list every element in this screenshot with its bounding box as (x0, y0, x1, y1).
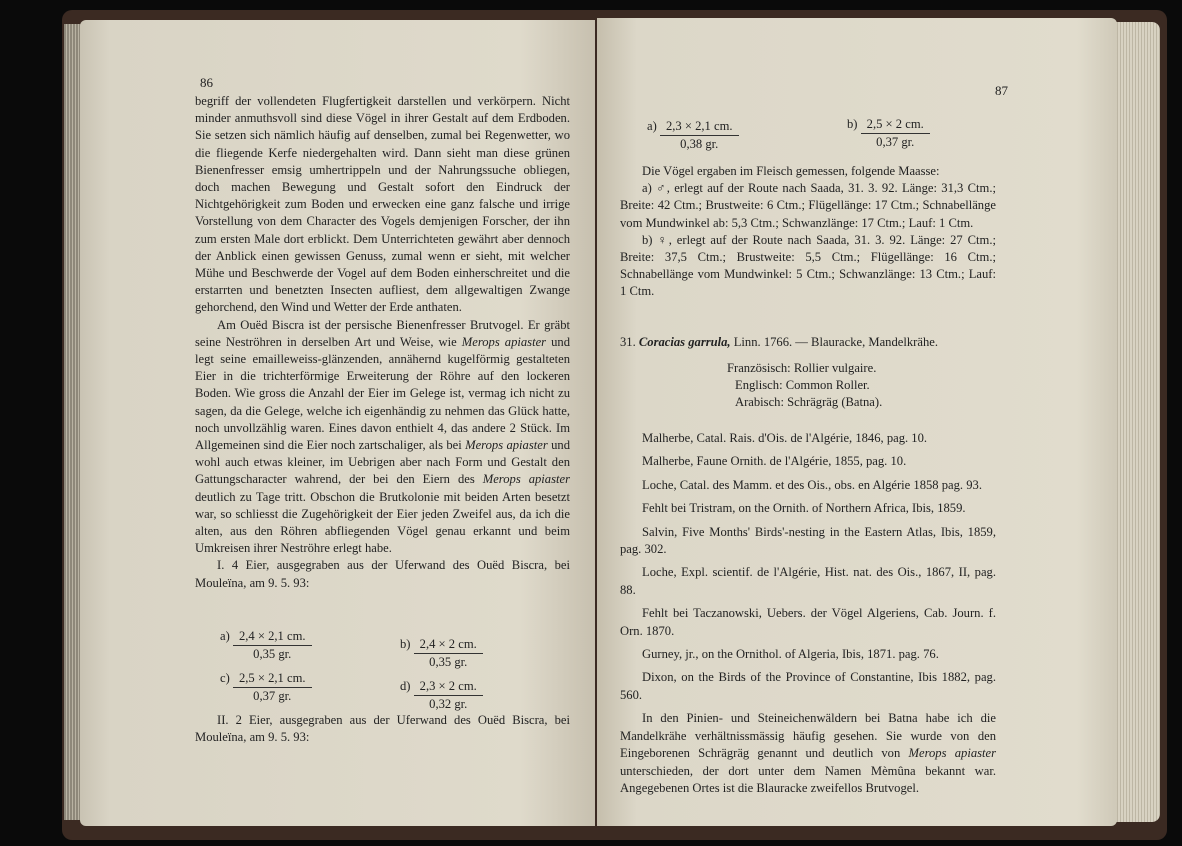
species-title: Coracias garrula, (638, 335, 731, 349)
paragraph: II. 2 Eier, ausgegraben aus der Uferwand des Ouëd Biscra, bei Mouleïna, am 9. 5. 93: (195, 713, 570, 745)
name: Schrägräg (Batna). (787, 395, 883, 410)
reference: Fehlt bei Tristram, on the Ornith. of Northern Africa, Ibis, 1859. (642, 501, 966, 516)
left-page (80, 20, 595, 826)
text: deutlich zu Tage tritt. Obschon die Brutkolonie mit beiden Arten besetzt war, so schliesst die Zugehörigkeit der Eier jeden Zweifel aus, da ich die alten, aus den Röhren abfliegenden Vögel genau erkannt und beim Umkreisen ihrer Neströhre erlegt habe. (195, 489, 570, 556)
paragraph (195, 317, 570, 558)
paragraph (620, 710, 996, 797)
right-text-block (620, 163, 996, 301)
name-row (727, 394, 987, 411)
reference: Loche, Expl. scientif. de l'Algérie, Hist. nat. des Ois., 1867, II, pag. 88. (620, 565, 996, 597)
egg-label: c) (220, 671, 230, 685)
species-number: 31. (620, 335, 636, 349)
egg-label: b) (847, 117, 858, 131)
species-name: Merops apiaster (465, 438, 548, 453)
species-heading (620, 334, 996, 351)
egg-label: b) (400, 637, 411, 651)
reference: Gurney, jr., on the Ornithol. of Algeria, Ibis, 1871. pag. 76. (642, 647, 939, 662)
species-authority: Linn. 1766. — Blauracke, Mandelkrähe. (730, 335, 938, 349)
left-text-block (195, 93, 570, 592)
egg-weight: 0,32 gr. (429, 697, 468, 712)
name-row (727, 377, 987, 394)
egg-label: a) (220, 629, 230, 643)
egg-label: d) (400, 679, 411, 693)
text: und legt seine emailleweiss-glänzenden, annähernd kugelförmig gestalteten Eier in die trichterförmige Erweiterung der Röhre auf den lockeren Boden. Wie gross die Anzahl der Eier im Gelege ist, vermag ich nicht zu sagen, da die Gelege, welche ich eigenhändig zu nehmen das Glück hatte, noch unvollzählig waren. Eines davon enthielt 4, das andere 2 Stück. Im Allgemeinen sind die Eier noch zartschaliger, als bei (195, 334, 570, 453)
egg-weight: 0,35 gr. (253, 647, 292, 662)
common-names (727, 360, 987, 412)
reference: Loche, Catal. des Mamm. et des Ois., obs. en Algérie 1858 pag. 93. (642, 477, 982, 492)
reference: Salvin, Five Months' Birds'-nesting in the Eastern Atlas, Ibis, 1859, pag. 302. (620, 524, 996, 557)
egg-weight: 0,38 gr. (680, 137, 719, 152)
text: und wohl auch etwas kleiner, im Uebrigen aber nach Form und Gestalt den Gattungscharacter wahrend, der bei den Eiern des (195, 438, 570, 487)
page-number: 86 (200, 75, 213, 90)
paragraph: Die Vögel ergaben im Fleisch gemessen, folgende Maasse: (642, 164, 940, 178)
egg-entry (220, 628, 312, 663)
reference: Malherbe, Catal. Rais. d'Ois. de l'Algérie, 1846, pag. 10. (642, 431, 928, 445)
text: unterschieden, der dort unter dem Namen Mèmûna bekannt war. Angegebenen Ortes ist die Blauracke zweifellos Brutvogel. (620, 763, 996, 795)
language: Französisch: (727, 361, 791, 375)
reference: Fehlt bei Taczanowski, Uebers. der Vögel Algeriens, Cab. Journ. f. Orn. 1870. (620, 606, 996, 638)
egg-measurements (220, 628, 560, 712)
text: In den Pinien- und Steineichenwäldern bei Batna habe ich die Mandelkrähe verhältnissmässig häufig gesehen. Sie wurde von den Eingeborenen Schrägräg genannt und deutlich von (620, 711, 996, 761)
egg-dim: 2,3 × 2 cm. (414, 678, 483, 696)
egg-dim: 2,4 × 2,1 cm. (233, 628, 312, 646)
references (620, 430, 996, 797)
egg-weight: 0,37 gr. (253, 689, 292, 704)
egg-dim: 2,3 × 2,1 cm. (660, 118, 739, 136)
page-number: 87 (995, 83, 1008, 98)
reference: Dixon, on the Birds of the Province of Constantine, Ibis 1882, pag. 560. (620, 670, 996, 702)
paragraph: a) ♂, erlegt auf der Route nach Saada, 31. 3. 92. Länge: 31,3 Ctm.; Breite: 42 Ctm.; Brustweite: 6 Ctm.; Flügellänge: 17 Ctm.; Schnabellänge vom Mundwinkel ab: 5,3 Ctm.; Schwanzlänge: 17 Ctm.; Lauf: 1 Ctm. (620, 181, 996, 230)
species-name: Merops apiaster (461, 334, 547, 349)
egg-entry (220, 670, 312, 705)
egg-weight: 0,35 gr. (429, 655, 468, 670)
species-name: Merops apiaster (482, 472, 570, 487)
name: Rollier vulgaire. (793, 361, 877, 375)
egg-dim: 2,4 × 2 cm. (414, 636, 483, 654)
egg-dim: 2,5 × 2,1 cm. (233, 670, 312, 688)
egg-dim: 2,5 × 2 cm. (861, 116, 930, 134)
right-page (597, 18, 1117, 826)
left-text-end (195, 712, 570, 746)
name-row (727, 360, 987, 377)
egg-entry (400, 636, 483, 671)
reference: Malherbe, Faune Ornith. de l'Algérie, 1855, pag. 10. (642, 454, 907, 469)
language: Englisch: (735, 378, 783, 393)
paragraph: begriff der vollendeten Flugfertigkeit darstellen und verkörpern. Nicht minder anmuthsvoll sind diese Vögel in ihrer Gestalt auf dem Erdboden. Sie setzen sich nämlich häufig auf denselben, zumal bei Regenwetter, wo die fliegende Kerfe niedergehalten wird. Dann sieht man diese grünen Bienenfresser emsig umhertrippeln und der Nahrungssuche obliegen, doch machen Bewegung und Gestalt sofort den Eindruck der Nichtgehörigkeit zum Boden und erwecken eine ganz falsche und irrige Vorstellung von dem Character des Vogels demjenigen Forscher, der ihn zum ersten Male dort erblickt. Dem Unterrichteten gewährt aber dennoch der Anblick einen gewissen Genuss, zumal wenn er sieht, mit welcher Mühe und Beschwerde der Vogel auf dem Boden einherschreitet und die erstarrten und benetzten Insecten aufliest, dem allgewaltigen Zwange gehorchend, den Wind und Wetter der Erde anthaten. (195, 94, 570, 315)
name: Common Roller. (785, 378, 870, 393)
species-name: Merops apiaster (908, 746, 997, 761)
egg-entry (647, 118, 739, 153)
egg-label: a) (647, 119, 657, 133)
text: Am Ouëd Biscra ist der persische Bienenfresser Brutvogel. Er gräbt seine Neströhren in derselben Art und Weise, wie (195, 317, 570, 349)
egg-measurements (647, 118, 987, 158)
paragraph: I. 4 Eier, ausgegraben aus der Uferwand des Ouëd Biscra, bei Mouleïna, am 9. 5. 93: (195, 558, 570, 590)
egg-weight: 0,37 gr. (876, 135, 915, 150)
egg-entry (847, 116, 930, 151)
paragraph: b) ♀, erlegt auf der Route nach Saada, 31. 3. 92. Länge: 27 Ctm.; Breite: 37,5 Ctm.; Brustweite: 5,5 Ctm.; Flügellänge: 16 Ctm.; Schnabellänge vom Mundwinkel: 5 Ctm.; Schwanzlänge: 13 Ctm.; Lauf: 1 Ctm. (620, 232, 996, 299)
language: Arabisch: (735, 395, 784, 410)
egg-entry (400, 678, 483, 713)
